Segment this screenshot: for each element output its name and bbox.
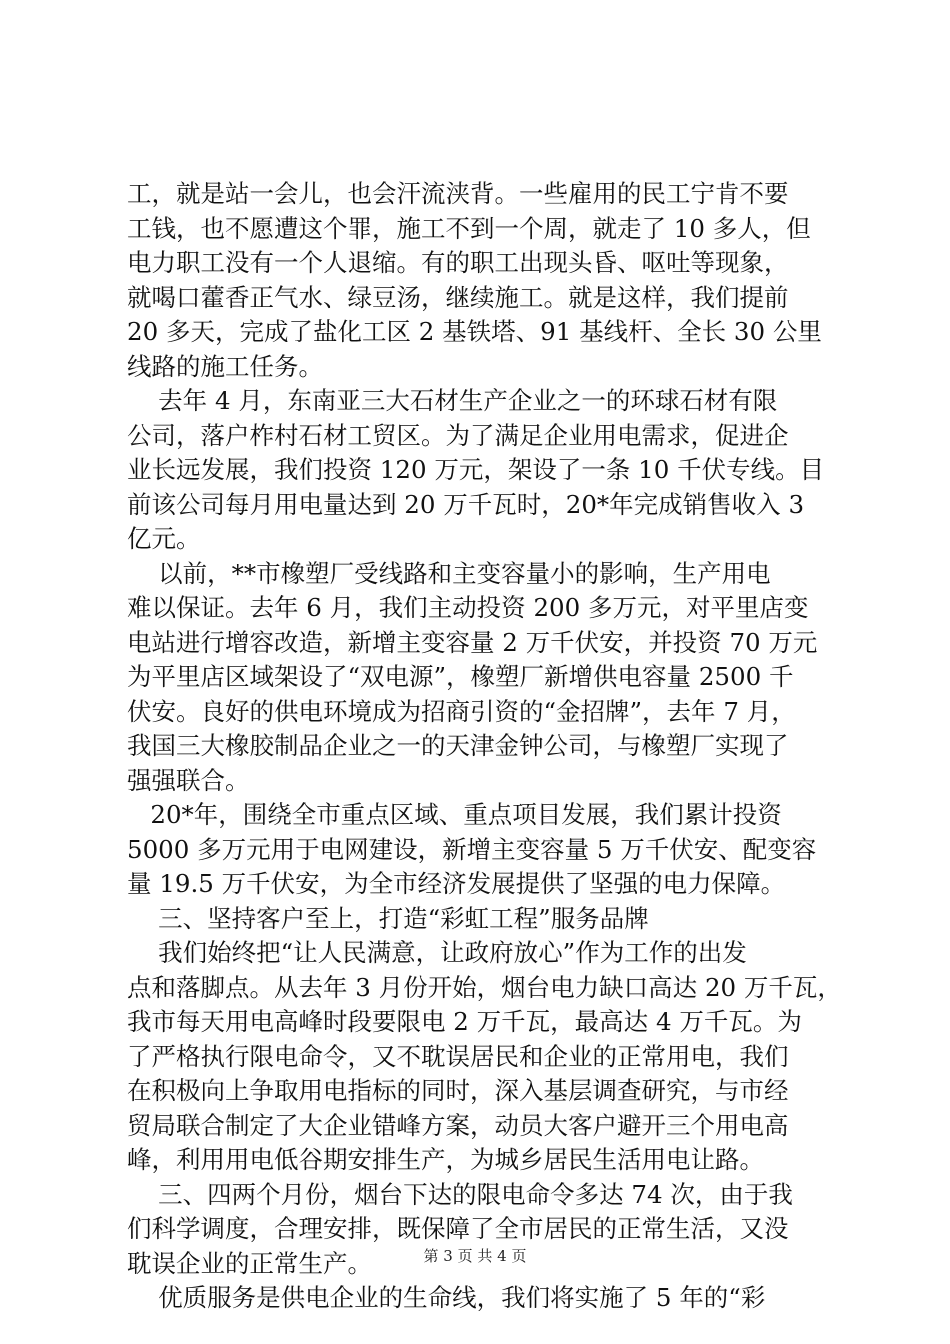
document-body: [127, 177, 842, 1316]
text-line: 难以保证。去年 6 月，我们主动投资 200 多万元，对平里店变: [127, 593, 809, 622]
text-line: 亿元。: [127, 524, 201, 553]
text-line: 峰，利用用电低谷期安排生产，为城乡居民生活用电让路。: [127, 1145, 764, 1174]
text-line: 业长远发展，我们投资 120 万元，架设了一条 10 千伏专线。目: [127, 455, 825, 484]
text-line: 为平里店区域架设了“双电源”，橡塑厂新增供电容量 2500 千: [127, 662, 794, 691]
text-line: 20 多天，完成了盐化工区 2 基铁塔、91 基线杆、全长 30 公里: [127, 317, 822, 346]
text-line: 以前，**市橡塑厂受线路和主变容量小的影响，生产用电: [127, 558, 771, 588]
text-line: 工，就是站一会儿，也会汗流浃背。一些雇用的民工宁肯不要: [127, 179, 789, 208]
text-line: 公司，落户柞村石材工贸区。为了满足企业用电需求，促进企: [127, 420, 789, 450]
page-footer: 第 3 页 共 4 页: [423, 1247, 527, 1265]
text-line: 我市每天用电高峰时段要限电 2 万千瓦，最高达 4 万千瓦。为: [127, 1007, 802, 1036]
text-line: 我国三大橡胶制品企业之一的天津金钟公司，与橡塑厂实现了: [127, 731, 789, 760]
text-line: 们科学调度，合理安排，既保障了全市居民的正常生活，又没: [127, 1214, 789, 1243]
text-line: 耽误企业的正常生产。: [127, 1248, 372, 1278]
text-line: 电力职工没有一个人退缩。有的职工出现头昏、呕吐等现象，: [127, 248, 789, 277]
text-line: 前该公司每月用电量达到 20 万千瓦时，20*年完成销售收入 3: [127, 489, 805, 519]
text-line: 量 19.5 万千伏安，为全市经济发展提供了坚强的电力保障。: [127, 869, 786, 898]
text-line: 5000 多万元用于电网建设，新增主变容量 5 万千伏安、配变容: [127, 834, 817, 864]
text-line: 点和落脚点。从去年 3 月份开始，烟台电力缺口高达 20 万千瓦，: [127, 972, 842, 1002]
text-line: 线路的施工任务。: [127, 351, 323, 381]
text-line: 在积极向上争取用电指标的同时，深入基层调查研究，与市经: [127, 1076, 789, 1105]
text-line: 三、四两个月份，烟台下达的限电命令多达 74 次，由于我: [127, 1179, 793, 1209]
text-line: 我们始终把“让人民满意，让政府放心”作为工作的出发: [127, 938, 747, 967]
text-line: 去年 4 月，东南亚三大石材生产企业之一的环球石材有限: [127, 386, 778, 415]
text-line: 工钱，也不愿遭这个罪，施工不到一个周，就走了 10 多人，但: [127, 213, 811, 243]
text-line: 三、坚持客户至上，打造“彩虹工程”服务品牌: [127, 903, 649, 933]
text-line: 了严格执行限电命令，又不耽误居民和企业的正常用电，我们: [127, 1041, 789, 1071]
text-line: 电站进行增容改造，新增主变容量 2 万千伏安，并投资 70 万元: [127, 627, 818, 657]
text-line: 贸局联合制定了大企业错峰方案，动员大客户避开三个用电高: [127, 1110, 789, 1140]
text-line: 优质服务是供电企业的生命线，我们将实施了 5 年的“彩: [127, 1283, 766, 1312]
text-line: 就喝口藿香正气水、绿豆汤，继续施工。就是这样，我们提前: [127, 282, 789, 312]
text-line: 20*年，围绕全市重点区域、重点项目发展，我们累计投资: [127, 800, 782, 829]
text-line: 强强联合。: [127, 765, 250, 795]
text-line: 伏安。良好的供电环境成为招商引资的“金招牌”，去年 7 月，: [127, 696, 796, 726]
